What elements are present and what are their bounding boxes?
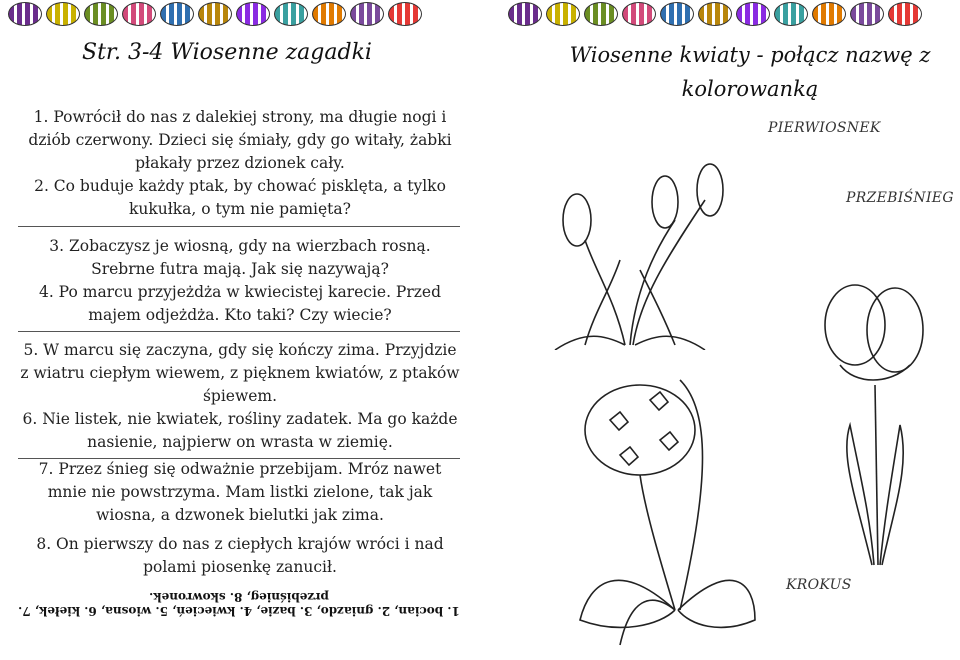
riddle-5-6	[20, 339, 460, 454]
crocus-drawing	[800, 275, 950, 575]
easter-egg-border-left	[8, 2, 422, 28]
easter-egg-icon	[160, 2, 194, 26]
easter-egg-icon	[8, 2, 42, 26]
easter-egg-icon	[236, 2, 270, 26]
riddle-1-2	[20, 106, 460, 221]
page-title-right: Wiosenne kwiaty - połącz nazwę z kolorowanką	[569, 43, 931, 101]
riddle-5: 5. W marcu się zaczyna, gdy się kończy zima. Przyjdzie z wiatru ciepłym wiewem, z pięknem kwiatów, z ptaków śpiewem.	[20, 341, 460, 405]
easter-egg-icon	[274, 2, 308, 26]
riddle-7: 7. Przez śnieg się odważnie przebijam. Mróz nawet mnie nie powstrzyma. Mam listki zielone, tak jak wiosna, a dzwonek bielutki jak zima.	[38, 460, 442, 524]
easter-egg-icon	[888, 2, 922, 26]
easter-egg-icon	[660, 2, 694, 26]
easter-egg-icon	[736, 2, 770, 26]
page-title-left: Str. 3-4 Wiosenne zagadki	[82, 40, 372, 65]
divider	[18, 226, 460, 227]
primrose-drawing	[560, 360, 760, 650]
riddle-3-4	[20, 235, 460, 327]
easter-egg-icon	[198, 2, 232, 26]
easter-egg-icon	[546, 2, 580, 26]
riddle-7-8	[20, 458, 460, 579]
easter-egg-icon	[850, 2, 884, 26]
riddle-3: 3. Zobaczysz je wiosną, gdy na wierzbach rosną. Srebrne futra mają. Jak się nazywają?	[49, 237, 431, 278]
divider	[18, 331, 460, 332]
easter-egg-icon	[508, 2, 542, 26]
easter-egg-icon	[698, 2, 732, 26]
easter-egg-icon	[350, 2, 384, 26]
easter-egg-icon	[774, 2, 808, 26]
label-crocus: KROKUS	[786, 577, 852, 593]
riddle-4: 4. Po marcu przyjeżdża w kwiecistej karecie. Przed majem odjeżdża. Kto taki? Czy wiecie?	[38, 283, 442, 324]
easter-egg-icon	[46, 2, 80, 26]
easter-egg-icon	[388, 2, 422, 26]
riddle-8: 8. On pierwszy do nas z ciepłych krajów wróci i nad polami piosenkę zanucił.	[36, 535, 444, 576]
riddle-1: 1. Powrócił do nas z dalekiej strony, ma długie nogi i dziób czerwony. Dzieci się śmiały, gdy go witały, żabki płakały przez dzionek cały.	[28, 108, 452, 172]
answer-key-upside-down: 1. bocian, 2. gniazdo, 3. bazie, 4. kwiecień, 5. wiosna, 6. kiełek, 7. przebiśnieg, 8. skowronek.	[18, 590, 460, 618]
easter-egg-icon	[622, 2, 656, 26]
easter-egg-icon	[122, 2, 156, 26]
riddle-2: 2. Co buduje każdy ptak, by chować pisklęta, a tylko kukułka, o tym nie pamięta?	[34, 177, 446, 218]
riddle-6: 6. Nie listek, nie kwiatek, rośliny zadatek. Ma go każde nasienie, najpierw on wrasta w ziemię.	[22, 410, 458, 451]
easter-egg-border-right	[508, 2, 922, 28]
label-primrose: PIERWIOSNEK	[768, 120, 881, 136]
easter-egg-icon	[584, 2, 618, 26]
easter-egg-icon	[84, 2, 118, 26]
easter-egg-icon	[312, 2, 346, 26]
snowdrop-drawing	[515, 150, 745, 350]
easter-egg-icon	[812, 2, 846, 26]
label-snowdrop: PRZEBIŚNIEG	[846, 190, 954, 206]
